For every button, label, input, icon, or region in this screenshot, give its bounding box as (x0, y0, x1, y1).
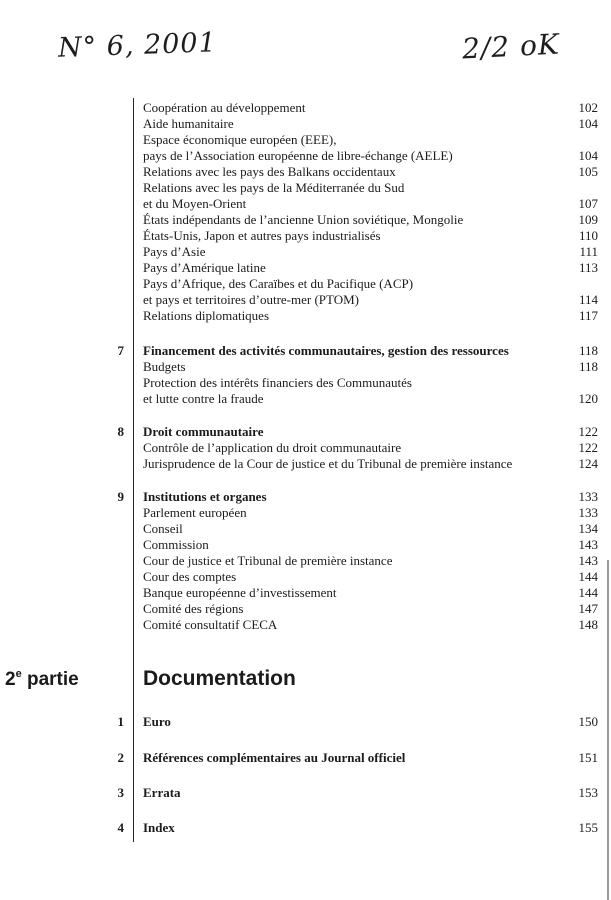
section-number: 9 (117, 489, 124, 504)
toc-entry (0, 308, 611, 324)
toc-section-9 (0, 489, 611, 633)
part-number: 2 (5, 669, 16, 690)
toc-entry (0, 148, 611, 164)
toc-entry (0, 180, 611, 196)
page-number: 124 (578, 456, 598, 471)
page-number: 133 (578, 489, 598, 504)
toc-entry (0, 260, 611, 276)
toc-part2-section-2 (0, 750, 611, 766)
entry-text: Jurisprudence de la Cour de justice et du Tribunal de première instance (143, 456, 513, 471)
section-heading (0, 750, 611, 766)
section-heading (0, 714, 611, 730)
page-number: 122 (578, 440, 598, 455)
entry-text: Coopération au développement (143, 100, 306, 115)
toc-entry (0, 505, 611, 521)
section-title: Errata (143, 785, 181, 800)
toc-entry (0, 440, 611, 456)
entry-text: Cour de justice et Tribunal de première instance (143, 553, 393, 568)
entry-text: Comité des régions (143, 601, 244, 616)
page-number: 148 (578, 617, 598, 632)
page-number: 155 (578, 820, 598, 835)
section-title: Financement des activités communautaires, gestion des ressources (143, 343, 509, 358)
section-heading (0, 343, 611, 359)
section-heading (0, 424, 611, 440)
toc-entry (0, 292, 611, 308)
section-heading (0, 489, 611, 505)
entry-text: États-Unis, Japon et autres pays industrialisés (143, 228, 381, 243)
page-number: 143 (578, 537, 598, 552)
part-label (5, 669, 79, 691)
toc-entry (0, 244, 611, 260)
page-number: 144 (578, 569, 598, 584)
toc-entry (0, 196, 611, 212)
page-number: 143 (578, 553, 598, 568)
entry-text: Relations avec les pays de la Méditerranée du Sud (143, 180, 405, 195)
entry-text: Aide humanitaire (143, 116, 234, 131)
part-title: Documentation (143, 667, 296, 690)
toc-part2-section-1 (0, 714, 611, 730)
page-number: 114 (578, 292, 598, 307)
entry-text: et pays et territoires d’outre-mer (PTOM) (143, 292, 359, 307)
page-number: 153 (578, 785, 598, 800)
entry-text: Relations avec les pays des Balkans occidentaux (143, 164, 396, 179)
section-number: 4 (117, 820, 124, 835)
toc-entry (0, 391, 611, 407)
section-number: 2 (117, 750, 124, 765)
toc-part2-section-4 (0, 820, 611, 836)
page-number: 134 (578, 521, 598, 536)
toc-continued-list (0, 100, 611, 324)
page-number: 110 (578, 228, 598, 243)
toc-entry (0, 375, 611, 391)
toc-entry (0, 456, 611, 472)
page-number: 107 (578, 196, 598, 211)
entry-text: Budgets (143, 359, 186, 374)
section-heading (0, 820, 611, 836)
entry-text: Comité consultatif CECA (143, 617, 278, 632)
toc-entry (0, 276, 611, 292)
section-heading (0, 785, 611, 801)
toc-section-7 (0, 343, 611, 407)
toc-entry (0, 601, 611, 617)
section-title: Références complémentaires au Journal officiel (143, 750, 406, 765)
part-ordinal-suffix: e (15, 668, 22, 680)
toc-entry (0, 116, 611, 132)
entry-text: Espace économique européen (EEE), (143, 132, 337, 147)
entry-text: et du Moyen-Orient (143, 196, 247, 211)
toc-entry (0, 164, 611, 180)
entry-text: Contrôle de l’application du droit communautaire (143, 440, 402, 455)
entry-text: Pays d’Afrique, des Caraïbes et du Pacifique (ACP) (143, 276, 414, 291)
toc-entry (0, 228, 611, 244)
section-title: Droit communautaire (143, 424, 264, 439)
page-number: 144 (578, 585, 598, 600)
toc-entry (0, 212, 611, 228)
toc-part2-section-3 (0, 785, 611, 801)
section-number: 3 (117, 785, 124, 800)
section-title: Index (143, 820, 175, 835)
page-number: 102 (578, 100, 598, 115)
toc-entry (0, 132, 611, 148)
toc-entry (0, 537, 611, 553)
entry-text: Pays d’Amérique latine (143, 260, 266, 275)
handwritten-check-note: 2/2 oK (461, 27, 561, 66)
page-number: 105 (578, 164, 598, 179)
page-number: 120 (578, 391, 598, 406)
page-number: 104 (578, 148, 598, 163)
section-number: 1 (117, 714, 124, 729)
page-number: 111 (579, 244, 598, 259)
entry-text: Parlement européen (143, 505, 247, 520)
toc-section-8 (0, 424, 611, 472)
toc-entry (0, 617, 611, 633)
toc-entry (0, 569, 611, 585)
page-number: 113 (578, 260, 598, 275)
page-number: 147 (578, 601, 598, 616)
entry-text: Pays d’Asie (143, 244, 206, 259)
page-number: 117 (578, 308, 598, 323)
entry-text: Cour des comptes (143, 569, 237, 584)
entry-text: et lutte contre la fraude (143, 391, 264, 406)
toc-entry (0, 100, 611, 116)
page-number: 118 (578, 359, 598, 374)
toc-entry (0, 585, 611, 601)
section-title: Euro (143, 714, 171, 729)
page-number: 133 (578, 505, 598, 520)
handwritten-issue-note: N° 6, 2001 (57, 27, 218, 64)
toc-entry (0, 553, 611, 569)
entry-text: Banque européenne d’investissement (143, 585, 337, 600)
entry-text: pays de l’Association européenne de libre-échange (AELE) (143, 148, 453, 163)
section-number: 7 (117, 343, 124, 358)
toc-entry (0, 521, 611, 537)
page-number: 122 (578, 424, 598, 439)
page-number: 151 (578, 750, 598, 765)
entry-text: Commission (143, 537, 209, 552)
entry-text: Conseil (143, 521, 183, 536)
entry-text: Relations diplomatiques (143, 308, 270, 323)
toc-entry (0, 359, 611, 375)
page-number: 109 (578, 212, 598, 227)
page-number: 118 (578, 343, 598, 358)
page-number: 150 (578, 714, 598, 729)
entry-text: Protection des intérêts financiers des Communautés (143, 375, 412, 390)
page-number: 104 (578, 116, 598, 131)
section-title: Institutions et organes (143, 489, 267, 504)
entry-text: États indépendants de l’ancienne Union soviétique, Mongolie (143, 212, 464, 227)
part-word: partie (21, 669, 79, 690)
section-number: 8 (117, 424, 124, 439)
